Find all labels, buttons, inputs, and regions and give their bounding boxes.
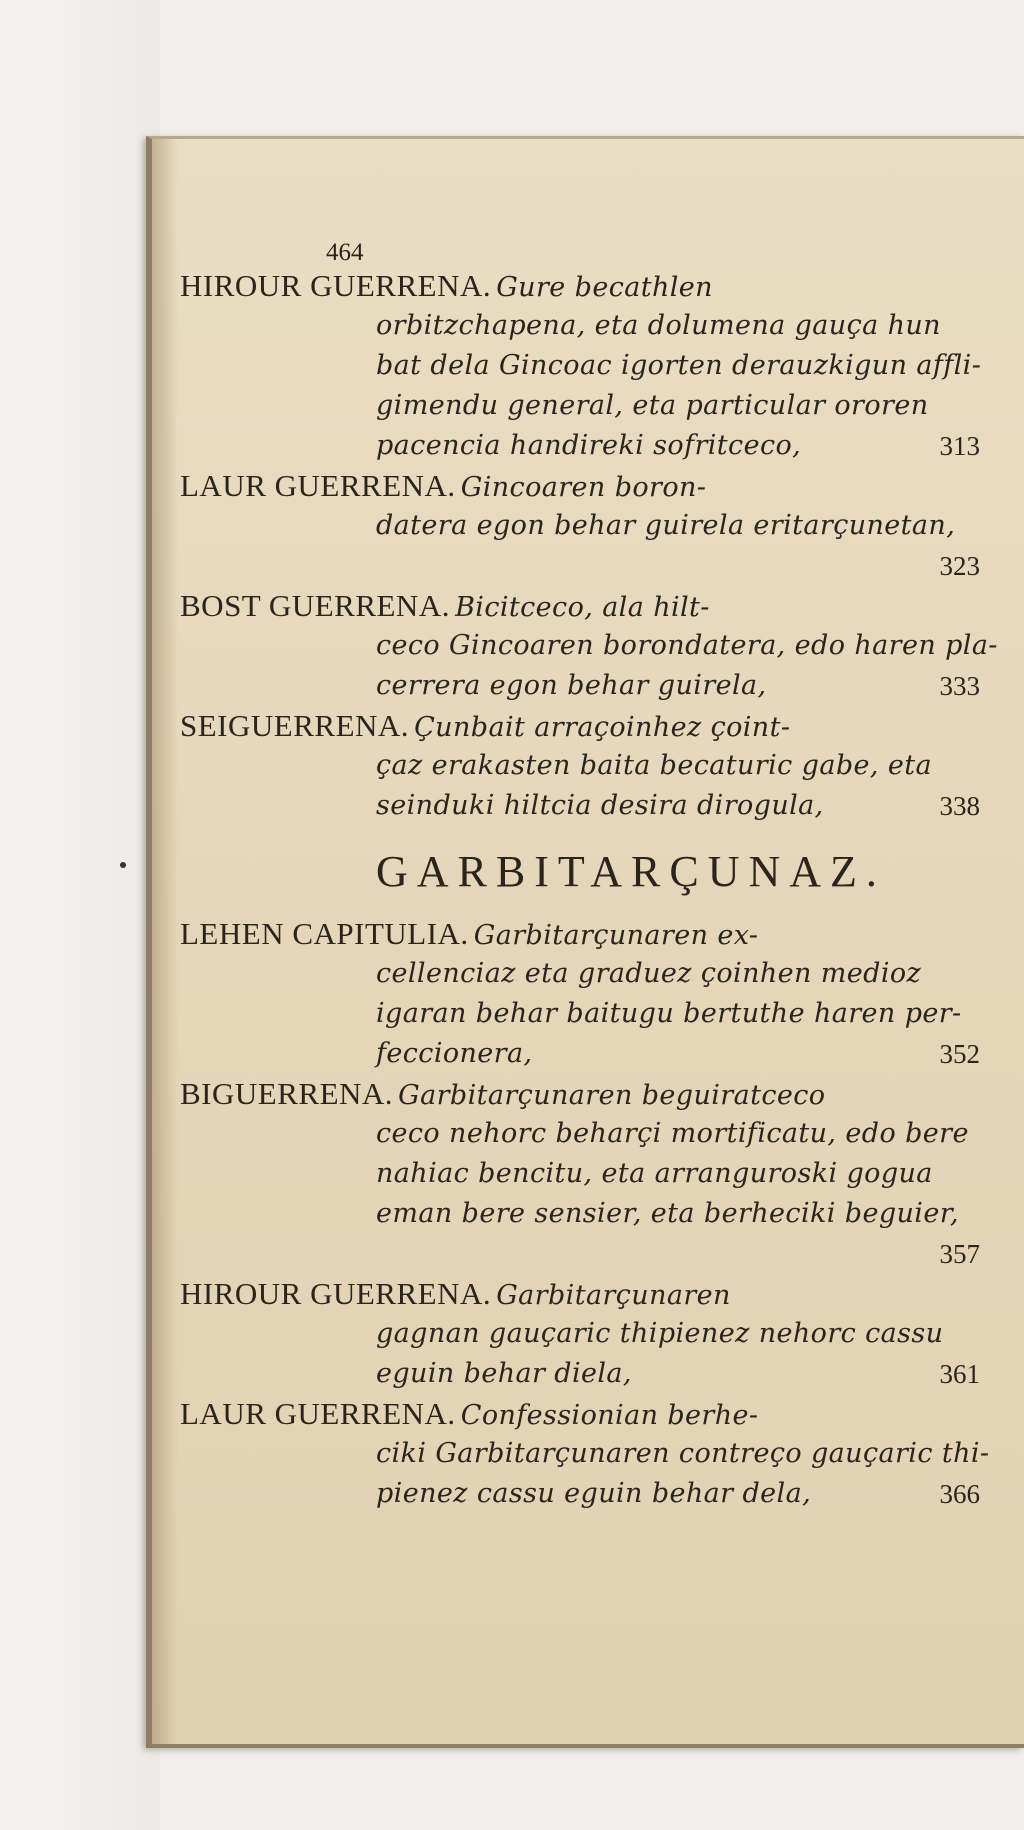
entry-text: ceco nehorc beharçi mortificatu, edo bere — [376, 1118, 969, 1149]
toc-line — [180, 1394, 980, 1434]
entry-text: cellenciaz eta graduez çoinhen medioz — [376, 958, 922, 989]
toc-line — [180, 1434, 990, 1474]
entry-heading: LAUR GUERRENA. — [180, 468, 456, 503]
entry-text: ceco Gincoaren borondatera, edo haren pla- — [376, 630, 998, 661]
toc-entry — [180, 706, 980, 826]
entry-text: pienez cassu eguin behar dela, — [376, 1478, 812, 1509]
toc-line — [180, 1234, 980, 1274]
toc-line — [180, 1354, 980, 1394]
entry-heading: LAUR GUERRENA. — [180, 1396, 456, 1431]
toc-line — [180, 626, 998, 666]
entry-text: Garbitarçunaren beguiratceco — [398, 1080, 826, 1111]
entry-heading: HIROUR GUERRENA. — [180, 1276, 492, 1311]
toc-line — [180, 994, 980, 1034]
margin-dot — [120, 862, 126, 868]
toc-line — [180, 466, 980, 506]
entry-text: Garbitarçunaren — [496, 1280, 731, 1311]
entry-text: Garbitarçunaren ex- — [473, 920, 759, 951]
toc-entry — [180, 1074, 980, 1274]
entry-text: feccionera, — [376, 1038, 533, 1069]
toc-line — [180, 426, 980, 466]
toc-line — [180, 506, 980, 546]
toc-line — [180, 1154, 980, 1194]
toc-line — [180, 1314, 980, 1354]
toc-line — [180, 306, 980, 346]
toc-line — [180, 954, 980, 994]
entry-text: gagnan gauçaric thipienez nehorc cassu — [376, 1318, 944, 1349]
entry-page-number: 323 — [939, 551, 980, 581]
toc-line — [180, 786, 980, 826]
entry-heading: BIGUERRENA. — [180, 1076, 394, 1111]
entry-text: seinduki hiltcia desira dirogula, — [376, 790, 824, 821]
entry-text: bat dela Gincoac igorten derauzkigun affli- — [376, 350, 982, 381]
toc-entry — [180, 1394, 990, 1514]
toc-line — [180, 1474, 980, 1514]
entry-text: eman bere sensier, eta berheciki beguier, — [376, 1198, 960, 1229]
toc-line — [180, 546, 980, 586]
entry-page-number: 366 — [939, 1479, 980, 1509]
toc-line — [180, 386, 980, 426]
toc-line — [180, 1114, 980, 1154]
page-number: 464 — [326, 239, 364, 266]
section-title: GARBITARÇUNAZ. — [376, 847, 886, 896]
entry-text: datera egon behar guirela eritarçunetan, — [376, 510, 956, 541]
entry-heading: HIROUR GUERRENA. — [180, 268, 492, 303]
toc-line — [180, 1034, 980, 1074]
entry-heading: SEIGUERRENA. — [180, 708, 410, 743]
toc-line — [180, 706, 980, 746]
entry-page-number: 313 — [939, 431, 980, 461]
toc-line — [180, 914, 980, 954]
entry-text: çaz erakasten baita becaturic gabe, eta — [376, 750, 932, 781]
toc-entry — [180, 266, 980, 466]
entry-page-number: 352 — [939, 1039, 980, 1069]
toc-entry — [180, 914, 980, 1074]
entry-text: Gincoaren boron- — [460, 472, 707, 503]
toc-line — [180, 346, 980, 386]
entry-text: Gure becathlen — [496, 272, 713, 303]
entry-text: nahiac bencitu, eta arranguroski gogua — [376, 1158, 933, 1189]
entry-page-number: 357 — [939, 1239, 980, 1269]
toc-line — [180, 1194, 980, 1234]
toc-line — [180, 746, 980, 786]
entry-heading: LEHEN CAPITULIA. — [180, 916, 469, 951]
entry-text: Bicitceco, ala hilt- — [455, 592, 710, 623]
toc-line — [180, 266, 980, 306]
entry-text: igaran behar baitugu bertuthe haren per- — [376, 998, 962, 1029]
entry-text: gimendu general, eta particular ororen — [376, 390, 929, 421]
entry-heading: BOST GUERRENA. — [180, 588, 450, 623]
toc-line — [180, 586, 980, 626]
entry-text: ciki Garbitarçunaren contreço gauçaric thi- — [376, 1438, 990, 1469]
toc-entry — [180, 466, 980, 586]
entry-text: pacencia handireki sofritceco, — [376, 430, 802, 461]
toc-entry — [180, 1274, 980, 1394]
toc-entry — [180, 586, 998, 706]
entry-page-number: 361 — [939, 1359, 980, 1389]
entry-text: cerrera egon behar guirela, — [376, 670, 767, 701]
entry-page-number: 338 — [939, 791, 980, 821]
entry-page-number: 333 — [939, 671, 980, 701]
entry-text: Çunbait arraçoinhez çoint- — [414, 712, 791, 743]
scan-background — [0, 0, 160, 1830]
entry-text: eguin behar diela, — [376, 1358, 632, 1389]
page-edge-shadow — [152, 139, 178, 1744]
entry-text: orbitzchapena, eta dolumena gauça hun — [376, 310, 941, 341]
toc-line — [180, 1274, 980, 1314]
toc-line — [180, 666, 980, 706]
entries-before — [180, 266, 998, 826]
entries-after — [180, 914, 990, 1514]
toc-line — [180, 1074, 980, 1114]
table-of-contents — [180, 239, 998, 1514]
entry-text: Confessionian berhe- — [460, 1400, 759, 1431]
